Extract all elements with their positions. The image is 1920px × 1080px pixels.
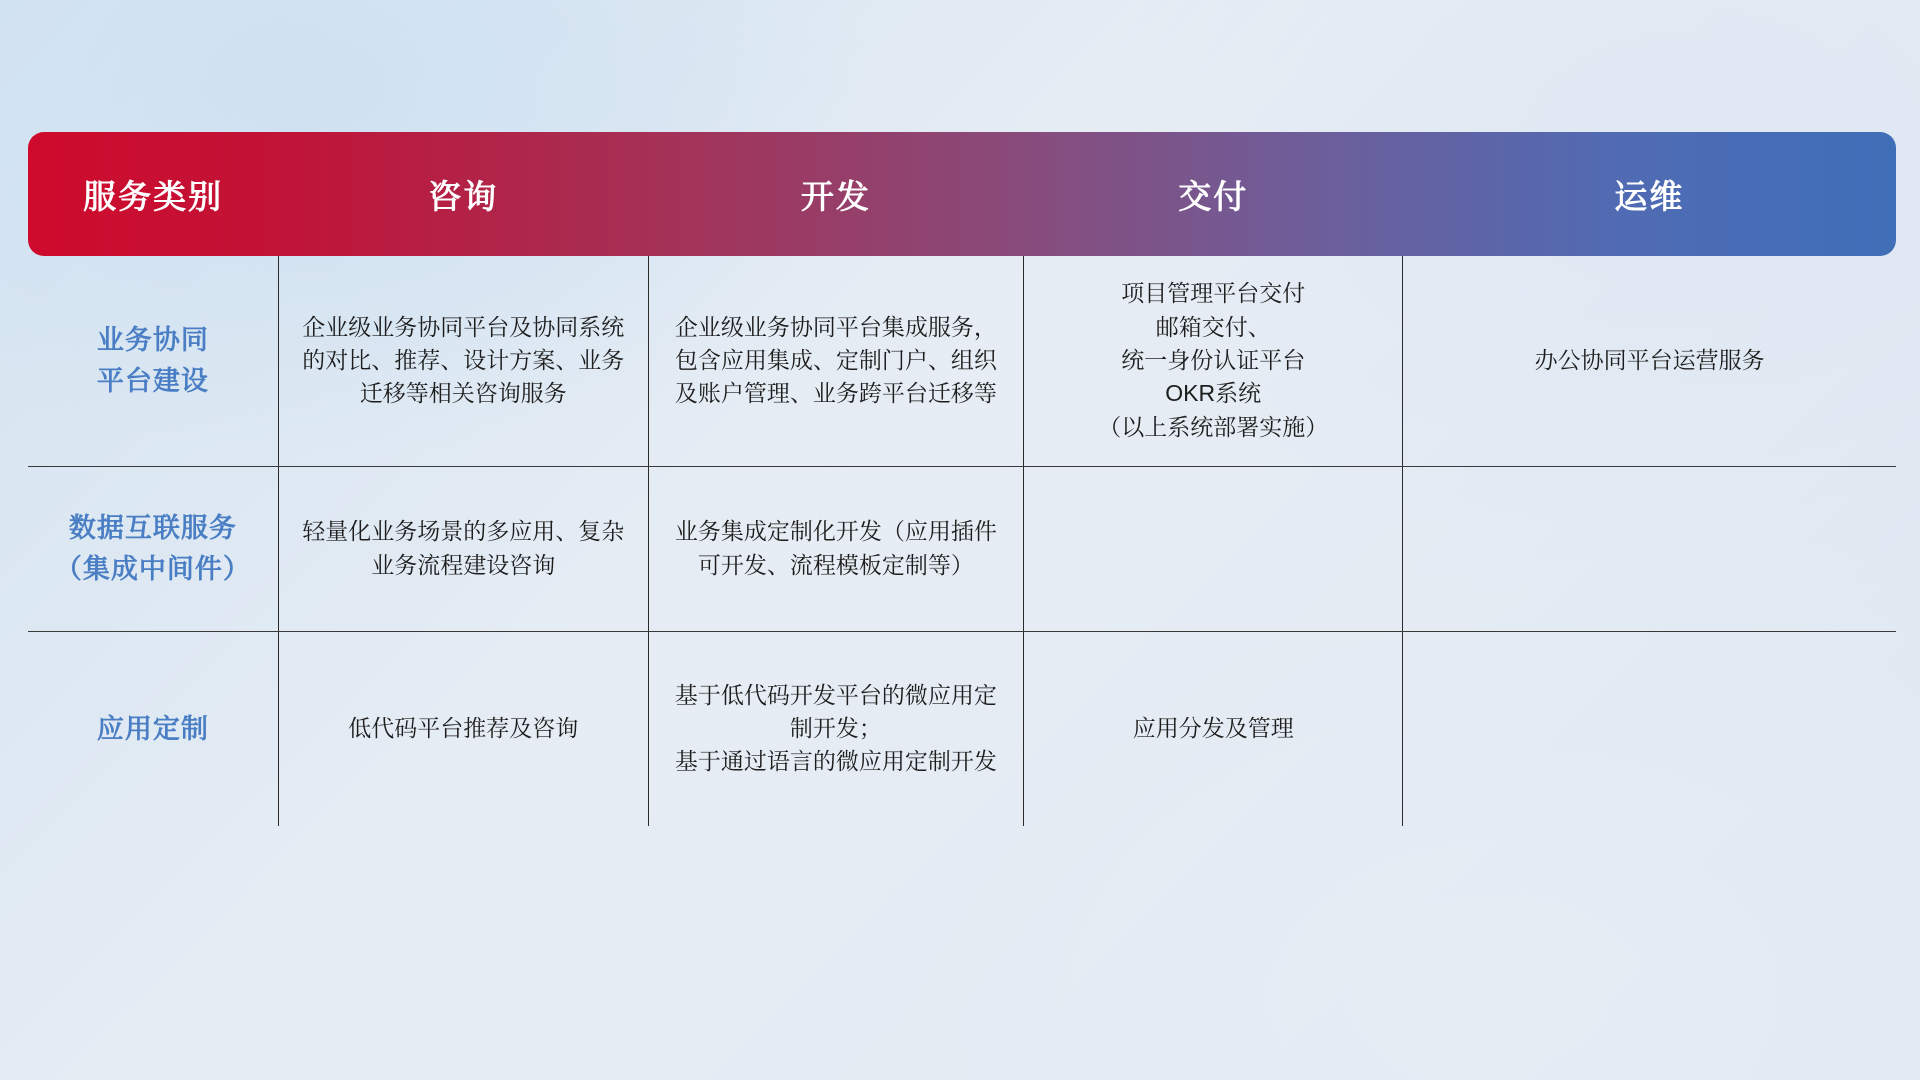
development-line: 基于低代码开发平台的微应用定 [674,681,997,708]
table-body [28,256,1896,826]
delivery-line: （以上系统部署实施） [1098,413,1329,440]
cell-consulting-row2: 轻量化业务场景的多应用、复杂业务流程建设咨询 [278,466,648,631]
cell-development-row1: 企业级业务协同平台集成服务，包含应用集成、定制门户、组织及账户管理、业务跨平台迁移等 [648,256,1023,466]
column-header-delivery: 交付 [1178,177,1249,215]
column-header-development: 开发 [800,177,871,215]
cell-consulting-row1: 企业级业务协同平台及协同系统的对比、推荐、设计方案、业务迁移等相关咨询服务 [278,256,648,466]
row-category-app-customization [28,631,278,826]
category-line: 数据互联服务 [68,513,237,543]
cell-development-row2: 业务集成定制化开发（应用插件可开发、流程模板定制等） [648,466,1023,631]
cell-operations-row1: 办公协同平台运营服务 [1403,256,1896,466]
cell-operations-row3 [1403,631,1896,826]
cell-delivery-row2 [1024,466,1403,631]
table-header [28,132,1896,256]
category-line: 业务协同 [96,325,209,356]
row-category-data-integration [28,466,278,631]
column-header-category: 服务类别 [83,177,224,215]
category-line: 平台建设 [96,365,209,396]
column-header-consulting: 咨询 [428,177,499,215]
delivery-line: 项目管理平台交付 [1121,280,1306,307]
category-line: 应用定制 [96,713,209,744]
service-table-container [28,132,1896,826]
development-line: 基于通过语言的微应用定制开发 [674,748,997,775]
row-category-business-collaboration [28,256,278,466]
table-row [28,256,1896,466]
cell-operations-row2 [1403,466,1896,631]
development-line: 制开发； [789,715,882,742]
delivery-line: 邮箱交付、 [1155,313,1271,340]
cell-consulting-row3: 低代码平台推荐及咨询 [278,631,648,826]
delivery-line: 统一身份认证平台 [1121,347,1306,374]
column-header-operations: 运维 [1614,177,1685,215]
category-line: （集成中间件） [54,553,251,584]
delivery-line: OKR系统 [1165,380,1262,407]
table-row [28,631,1896,826]
cell-development-row3 [648,631,1023,826]
cell-delivery-row1 [1024,256,1403,466]
service-matrix-table [28,132,1896,826]
cell-delivery-row3: 应用分发及管理 [1024,631,1403,826]
table-row [28,466,1896,631]
header-row [28,132,1896,256]
